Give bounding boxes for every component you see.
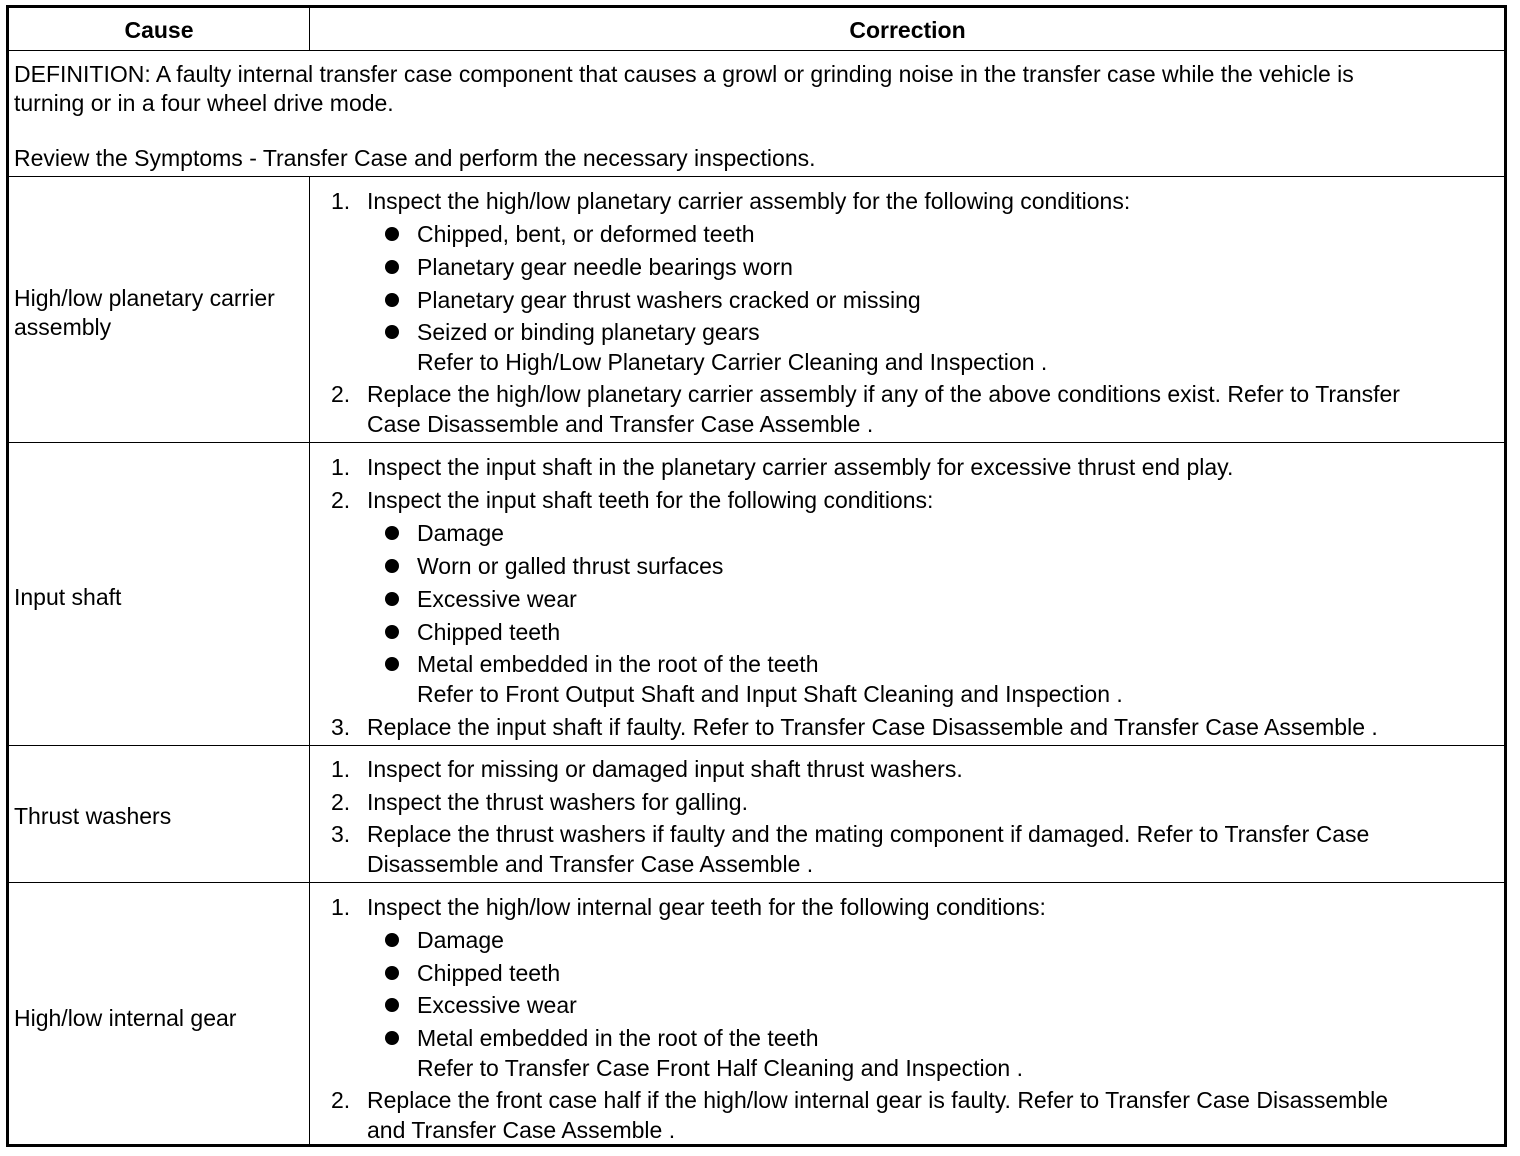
bullet-text: Damage — [417, 927, 504, 953]
step-number: 1. — [331, 756, 351, 782]
bullet-icon — [385, 260, 399, 274]
step-text: Inspect the input shaft teeth for the following conditions: — [367, 487, 934, 513]
row-divider — [9, 882, 1504, 883]
bullet-icon — [385, 293, 399, 307]
step-text: Replace the front case half if the high/low internal gear is faulty. Refer to Transfer Case Disassemble — [367, 1087, 1389, 1113]
step-text: Inspect the high/low planetary carrier assembly for the following conditions: — [367, 188, 1131, 214]
cause-cell: High/low planetary carrier — [14, 285, 275, 311]
cause-cell: Input shaft — [14, 584, 122, 610]
column-divider-header — [309, 8, 310, 50]
bullet-icon — [385, 526, 399, 540]
step-number: 3. — [331, 714, 351, 740]
header-cause: Cause — [124, 17, 194, 43]
step-number: 2. — [331, 789, 351, 815]
step-number: 1. — [331, 188, 351, 214]
definition-text: turning or in a four wheel drive mode. — [14, 90, 394, 116]
cause-cell: assembly — [14, 314, 112, 340]
cause-cell: Thrust washers — [14, 803, 172, 829]
bullet-icon — [385, 933, 399, 947]
step-number: 3. — [331, 821, 351, 847]
row-divider — [9, 176, 1504, 177]
step-text: Inspect the input shaft in the planetary carrier assembly for excessive thrust end play. — [367, 454, 1234, 480]
bullet-icon — [385, 966, 399, 980]
bullet-text: Excessive wear — [417, 586, 577, 612]
bullet-text: Excessive wear — [417, 992, 577, 1018]
step-text: Disassemble and Transfer Case Assemble . — [367, 851, 814, 877]
header-correction: Correction — [849, 17, 966, 43]
reference-text: Refer to High/Low Planetary Carrier Cleaning and Inspection . — [417, 349, 1048, 375]
step-text: and Transfer Case Assemble . — [367, 1117, 676, 1143]
bullet-icon — [385, 592, 399, 606]
bullet-text: Damage — [417, 520, 504, 546]
bullet-text: Planetary gear thrust washers cracked or missing — [417, 287, 921, 313]
bullet-icon — [385, 559, 399, 573]
cause-cell: High/low internal gear — [14, 1005, 237, 1031]
bullet-text: Chipped teeth — [417, 619, 561, 645]
bullet-icon — [385, 1031, 399, 1045]
step-text: Inspect for missing or damaged input shaft thrust washers. — [367, 756, 963, 782]
bullet-icon — [385, 998, 399, 1012]
bullet-text: Seized or binding planetary gears — [417, 319, 760, 345]
reference-text: Refer to Front Output Shaft and Input Shaft Cleaning and Inspection . — [417, 681, 1123, 707]
bullet-text: Metal embedded in the root of the teeth — [417, 1025, 819, 1051]
step-text: Inspect the high/low internal gear teeth for the following conditions: — [367, 894, 1046, 920]
row-divider — [9, 442, 1504, 443]
bullet-icon — [385, 325, 399, 339]
bullet-text: Planetary gear needle bearings worn — [417, 254, 793, 280]
step-text: Replace the input shaft if faulty. Refer to Transfer Case Disassemble and Transfer Case Assemble . — [367, 714, 1378, 740]
step-number: 2. — [331, 487, 351, 513]
step-text: Replace the high/low planetary carrier assembly if any of the above conditions exist. Refer to Transfer — [367, 381, 1400, 407]
bullet-text: Chipped teeth — [417, 960, 561, 986]
step-text: Case Disassemble and Transfer Case Assemble . — [367, 411, 874, 437]
step-number: 2. — [331, 1087, 351, 1113]
bullet-text: Chipped, bent, or deformed teeth — [417, 221, 755, 247]
bullet-icon — [385, 227, 399, 241]
review-text: Review the Symptoms - Transfer Case and perform the necessary inspections. — [14, 145, 816, 171]
bullet-icon — [385, 657, 399, 671]
reference-text: Refer to Transfer Case Front Half Cleaning and Inspection . — [417, 1055, 1023, 1081]
step-number: 1. — [331, 454, 351, 480]
step-text: Replace the thrust washers if faulty and the mating component if damaged. Refer to Transfer Case — [367, 821, 1370, 847]
column-divider-body — [309, 176, 310, 1147]
bullet-icon — [385, 625, 399, 639]
step-number: 1. — [331, 894, 351, 920]
step-text: Inspect the thrust washers for galling. — [367, 789, 748, 815]
diagnostic-table — [6, 5, 1507, 1147]
row-divider — [9, 50, 1504, 51]
bullet-text: Worn or galled thrust surfaces — [417, 553, 724, 579]
bullet-text: Metal embedded in the root of the teeth — [417, 651, 819, 677]
step-number: 2. — [331, 381, 351, 407]
row-divider — [9, 745, 1504, 746]
definition-text: DEFINITION: A faulty internal transfer case component that causes a growl or grinding noise in the transfer case while the vehicle is — [14, 61, 1354, 87]
